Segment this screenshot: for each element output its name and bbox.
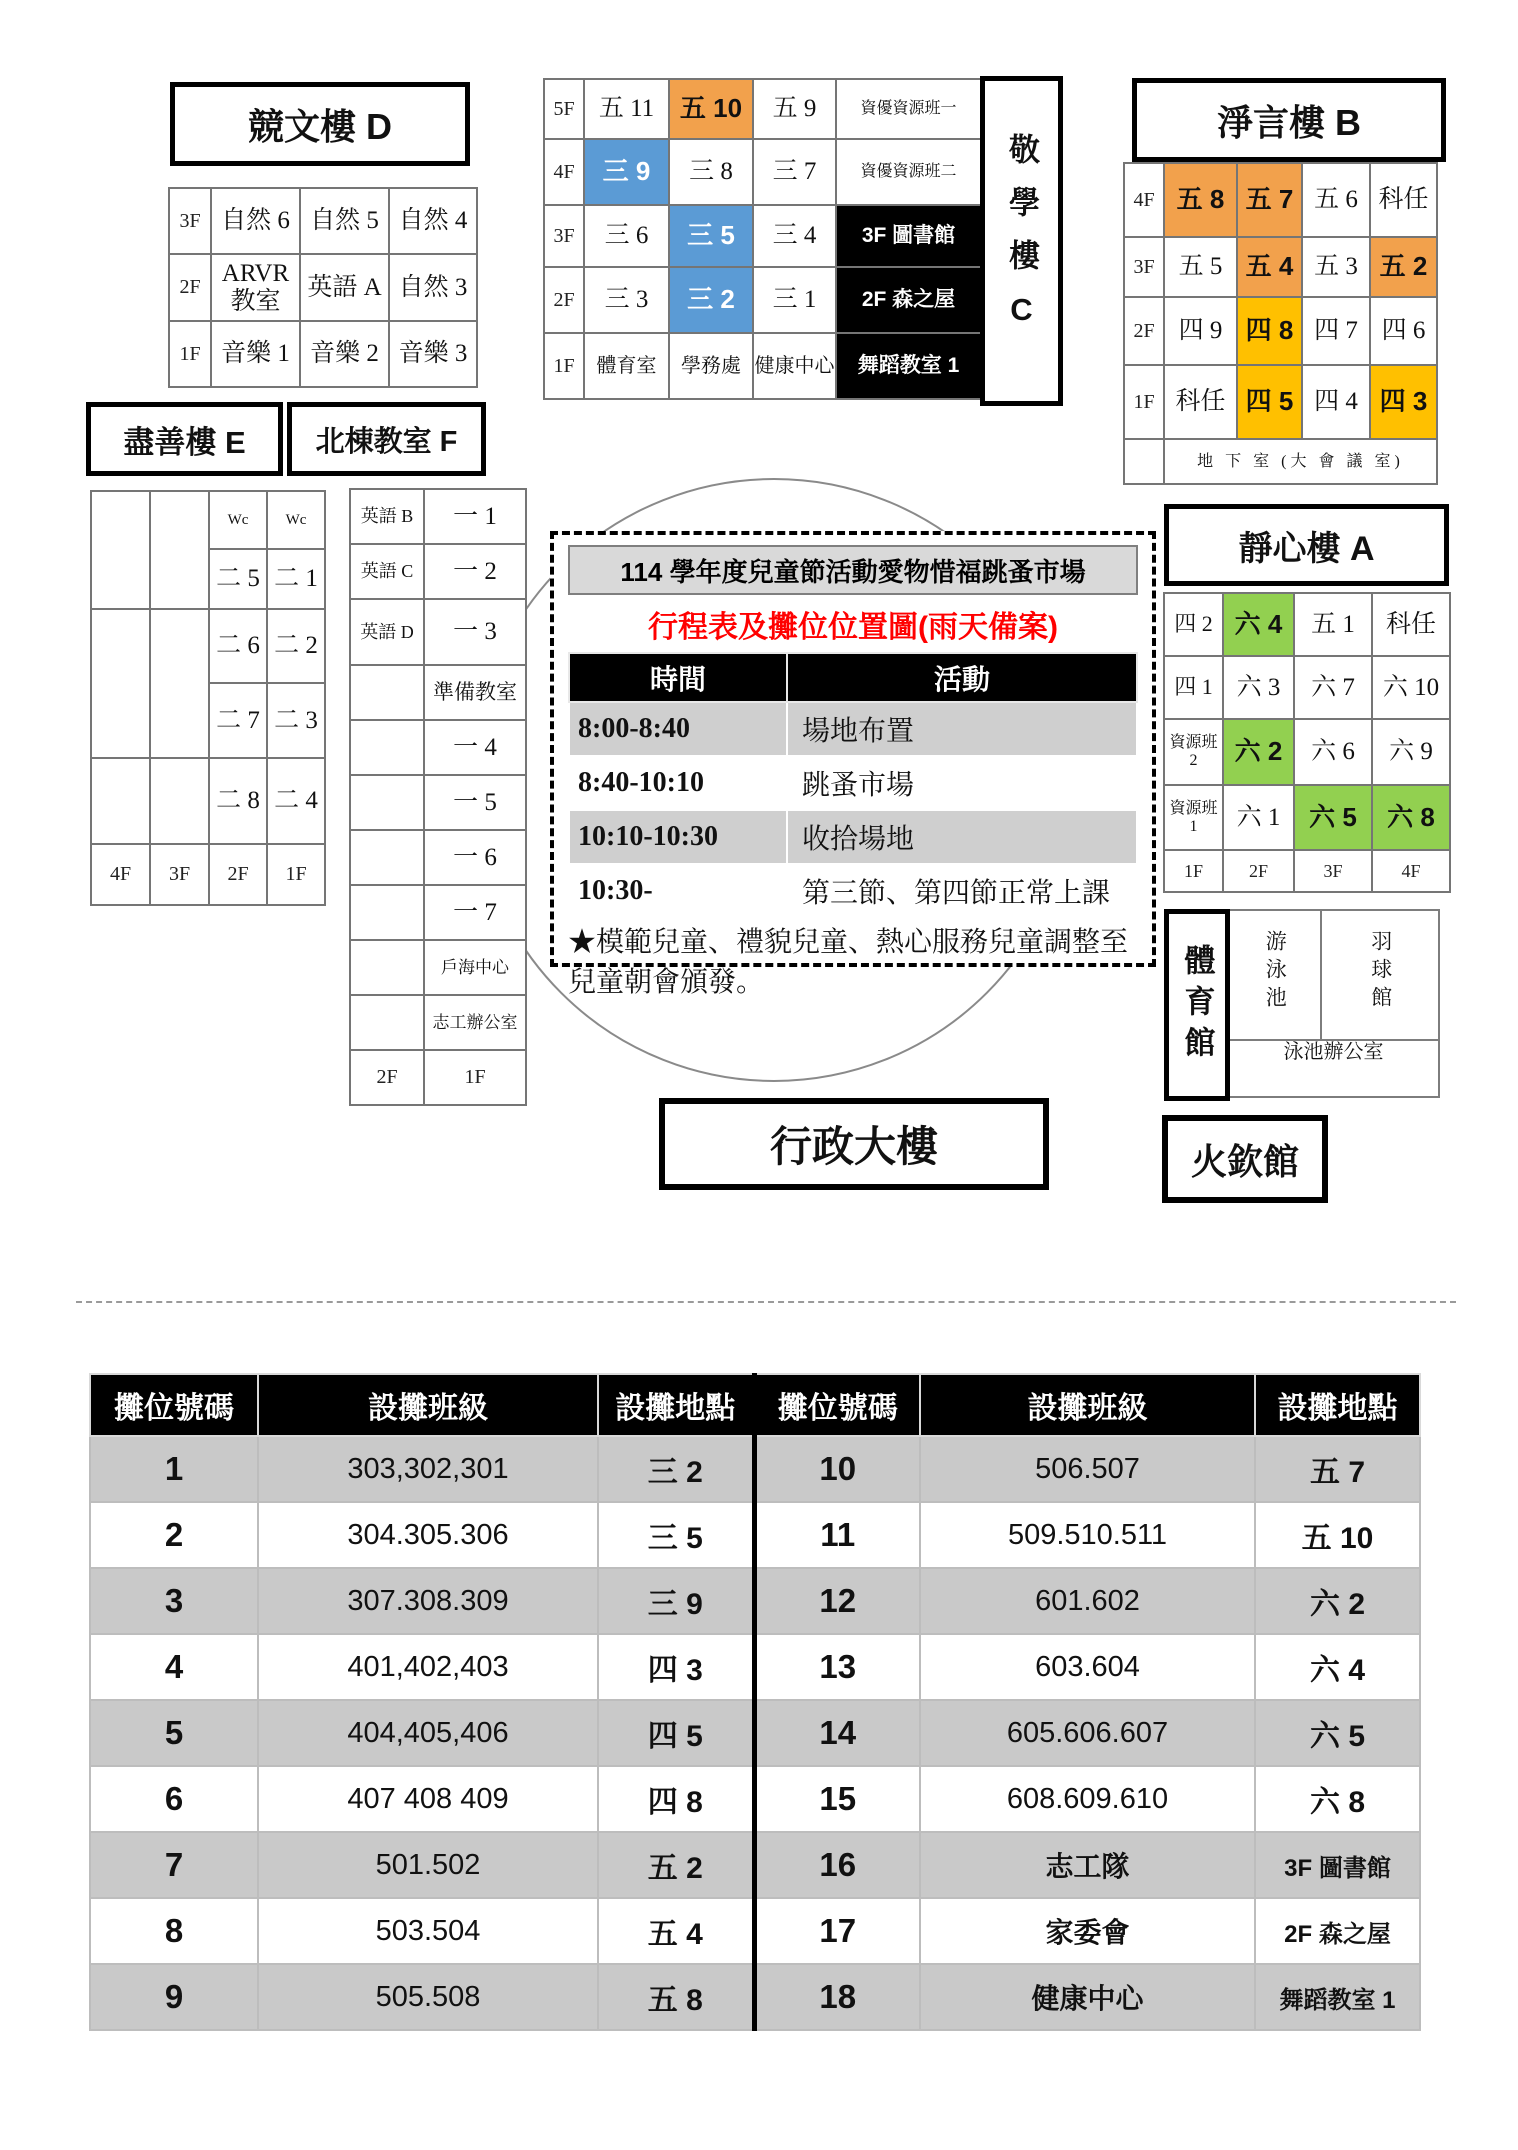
room-cell: 六 6 [1294, 719, 1372, 785]
booth-location: 舞蹈教室 1 [1255, 1964, 1420, 2030]
building-title-gym [1164, 909, 1230, 1101]
booth-no: 2 [90, 1502, 258, 1568]
building-title-huoqin: 火欽館 [1162, 1115, 1328, 1203]
booth-room-cell: 三 5 [669, 205, 753, 267]
booth-no: 14 [754, 1700, 920, 1766]
floor-label: 2F [169, 254, 211, 321]
room-cell: 體育室 [584, 333, 669, 399]
badminton-cell [1321, 910, 1439, 1040]
room-cell: 六 9 [1372, 719, 1450, 785]
col-header-location: 設攤地點 [1255, 1374, 1420, 1436]
room-cell: 六 7 [1294, 656, 1372, 719]
booth-location: 六 4 [1255, 1634, 1420, 1700]
room-cell: 四 6 [1370, 297, 1437, 365]
booth-location: 六 2 [1255, 1568, 1420, 1634]
room-cell: 一 2 [424, 544, 526, 599]
floor-label: 1F [544, 333, 584, 399]
basement-label: 地 下 室 (大 會 議 室) [1164, 439, 1437, 484]
booth-room-cell: 三 2 [669, 267, 753, 333]
room-cell: 準備教室 [424, 665, 526, 720]
booth-no: 8 [90, 1898, 258, 1964]
room-cell: 四 2 [1164, 593, 1223, 656]
room-cell: 二 4 [267, 758, 325, 844]
room-cell: 五 5 [1164, 237, 1237, 297]
building-title-jinshan-e: 盡善樓 E [86, 402, 283, 476]
room-cell: 資優資源班二 [836, 139, 981, 205]
empty-cell [350, 775, 424, 830]
room-cell: Wc [209, 491, 267, 549]
empty-cell [150, 609, 209, 758]
room-cell: 二 1 [267, 549, 325, 609]
room-cell: 自然 4 [389, 188, 477, 254]
booth-location: 三 2 [598, 1436, 754, 1502]
booth-room-cell: 四 8 [1237, 297, 1302, 365]
building-title-jingxue-c [980, 76, 1063, 406]
empty-cell [150, 758, 209, 844]
booth-class: 509.510.511 [920, 1502, 1255, 1568]
room-cell: 音樂 1 [211, 321, 300, 387]
booth-location: 五 2 [598, 1832, 754, 1898]
empty-cell [91, 758, 150, 844]
event-title: 114 學年度兒童節活動愛物惜福跳蚤市場 [568, 545, 1138, 595]
booth-room-cell: 五 2 [1370, 237, 1437, 297]
building-title-admin: 行政大樓 [659, 1098, 1049, 1190]
booth-class: 健康中心 [920, 1964, 1255, 2030]
room-cell: 五 11 [584, 79, 669, 139]
floor-label: 3F [169, 188, 211, 254]
floor-label: 4F [91, 844, 150, 905]
booth-class: 303,302,301 [258, 1436, 598, 1502]
booth-row [90, 1502, 1420, 1568]
booth-location: 五 4 [598, 1898, 754, 1964]
floor-label: 2F [350, 1050, 424, 1105]
room-cell: 一 5 [424, 775, 526, 830]
room-cell: Wc [267, 491, 325, 549]
booth-room-cell: 四 5 [1237, 365, 1302, 439]
booth-row [90, 1766, 1420, 1832]
booth-no: 17 [754, 1898, 920, 1964]
room-cell: 自然 3 [389, 254, 477, 321]
room-cell: 四 9 [1164, 297, 1237, 365]
empty-cell [350, 665, 424, 720]
building-title-jingwen-d: 競文樓 D [170, 82, 470, 166]
booth-room-cell: 六 5 [1294, 785, 1372, 850]
booth-no: 10 [754, 1436, 920, 1502]
pool-cell [1228, 910, 1321, 1040]
room-cell: 三 8 [669, 139, 753, 205]
booth-row [90, 1700, 1420, 1766]
schedule-col-time: 時間 [569, 653, 787, 702]
room-cell: 科任 [1370, 163, 1437, 237]
booth-location: 六 5 [1255, 1700, 1420, 1766]
booth-location: 四 3 [598, 1634, 754, 1700]
booth-room-cell: 3F 圖書館 [836, 205, 981, 267]
building-grid-jingxin [1163, 592, 1451, 893]
empty-cell [350, 720, 424, 775]
booth-room-cell: 四 3 [1370, 365, 1437, 439]
room-cell: 一 3 [424, 599, 526, 665]
booth-no: 6 [90, 1766, 258, 1832]
booth-location: 2F 森之屋 [1255, 1898, 1420, 1964]
floor-label: 1F [424, 1050, 526, 1105]
room-cell: 四 4 [1302, 365, 1370, 439]
room-cell: 一 7 [424, 885, 526, 940]
floor-label: 2F [1124, 297, 1164, 365]
floor-label: 1F [1164, 850, 1223, 892]
floor-label: 4F [1124, 163, 1164, 237]
room-cell: 音樂 2 [300, 321, 389, 387]
booth-location: 四 5 [598, 1700, 754, 1766]
booth-no: 13 [754, 1634, 920, 1700]
room-cell: 英語 B [350, 489, 424, 544]
room-cell: 資源班 1 [1164, 785, 1223, 850]
room-cell: 四 1 [1164, 656, 1223, 719]
badminton-label: 羽球館 [1368, 930, 1393, 1015]
room-cell: 一 1 [424, 489, 526, 544]
empty-cell [91, 491, 150, 609]
building-grid-beidong [349, 488, 527, 1106]
room-cell: 六 1 [1223, 785, 1294, 850]
room-cell: 二 3 [267, 683, 325, 758]
booth-location: 六 8 [1255, 1766, 1420, 1832]
booth-no: 5 [90, 1700, 258, 1766]
booth-class: 304.305.306 [258, 1502, 598, 1568]
schedule-note: ★模範兒童、禮貌兒童、熱心服務兒童調整至兒童朝會頒發。 [568, 927, 1129, 998]
event-schedule-panel [550, 531, 1156, 998]
room-cell: 三 7 [753, 139, 836, 205]
floor-label: 5F [544, 79, 584, 139]
booth-row [90, 1436, 1420, 1502]
booth-class: 407 408 409 [258, 1766, 598, 1832]
vertical-building-label: 敬學樓C [1004, 133, 1039, 349]
booth-class: 605.606.607 [920, 1700, 1255, 1766]
booth-row [90, 1964, 1420, 2030]
room-cell: 五 1 [1294, 593, 1372, 656]
floor-label: 1F [1124, 365, 1164, 439]
building-grid-jinshan [90, 490, 326, 906]
room-cell: 戶海中心 [424, 940, 526, 995]
pool-label: 游泳池 [1263, 930, 1288, 1015]
building-title-beidong-f: 北棟教室 F [287, 402, 486, 476]
room-cell: 三 4 [753, 205, 836, 267]
building-title-jingxin-a: 靜心樓 A [1164, 504, 1449, 586]
room-cell: 二 5 [209, 549, 267, 609]
booth-room-cell: 六 8 [1372, 785, 1450, 850]
schedule-activity: 收拾場地 [787, 810, 1137, 864]
room-cell: 六 3 [1223, 656, 1294, 719]
room-cell: 六 10 [1372, 656, 1450, 719]
booth-room-cell: 2F 森之屋 [836, 267, 981, 333]
booth-class: 603.604 [920, 1634, 1255, 1700]
room-cell: 志工辦公室 [424, 995, 526, 1050]
booth-row [90, 1832, 1420, 1898]
booth-class: 401,402,403 [258, 1634, 598, 1700]
floor-label: 3F [544, 205, 584, 267]
room-cell: 英語 D [350, 599, 424, 665]
empty-cell [350, 940, 424, 995]
section-divider [76, 1301, 1456, 1303]
floor-label: 2F [1223, 850, 1294, 892]
room-cell: 二 2 [267, 609, 325, 683]
room-cell: 五 3 [1302, 237, 1370, 297]
booth-class: 志工隊 [920, 1832, 1255, 1898]
empty-cell [150, 491, 209, 609]
empty-cell [350, 885, 424, 940]
booth-location: 三 9 [598, 1568, 754, 1634]
empty-cell [350, 830, 424, 885]
schedule-time: 8:40-10:10 [569, 756, 787, 810]
booth-no: 1 [90, 1436, 258, 1502]
booth-room-cell: 五 4 [1237, 237, 1302, 297]
booth-class: 506.507 [920, 1436, 1255, 1502]
booth-no: 11 [754, 1502, 920, 1568]
booth-no: 9 [90, 1964, 258, 2030]
empty-cell [91, 609, 150, 758]
room-cell: 三 6 [584, 205, 669, 267]
booth-room-cell: 舞蹈教室 1 [836, 333, 981, 399]
room-cell: 四 7 [1302, 297, 1370, 365]
booth-no: 15 [754, 1766, 920, 1832]
room-cell: ARVR 教室 [211, 254, 300, 321]
room-cell: 英語 A [300, 254, 389, 321]
booth-class: 503.504 [258, 1898, 598, 1964]
empty-cell [1124, 439, 1164, 484]
col-header-class: 設攤班級 [258, 1374, 598, 1436]
col-header-booth-no: 攤位號碼 [90, 1374, 258, 1436]
booth-room-cell: 五 8 [1164, 163, 1237, 237]
booth-class: 501.502 [258, 1832, 598, 1898]
room-cell: 健康中心 [753, 333, 836, 399]
booth-room-cell: 六 4 [1223, 593, 1294, 656]
booth-location: 五 7 [1255, 1436, 1420, 1502]
room-cell: 二 7 [209, 683, 267, 758]
room-cell: 一 4 [424, 720, 526, 775]
room-cell: 一 6 [424, 830, 526, 885]
room-cell: 五 9 [753, 79, 836, 139]
schedule-time: 8:00-8:40 [569, 702, 787, 756]
col-header-class: 設攤班級 [920, 1374, 1255, 1436]
booth-class: 601.602 [920, 1568, 1255, 1634]
room-cell: 三 3 [584, 267, 669, 333]
col-header-location: 設攤地點 [598, 1374, 754, 1436]
booth-location: 3F 圖書館 [1255, 1832, 1420, 1898]
room-cell: 學務處 [669, 333, 753, 399]
booth-row [90, 1634, 1420, 1700]
booth-row [90, 1898, 1420, 1964]
floor-label: 2F [544, 267, 584, 333]
booth-location: 五 8 [598, 1964, 754, 2030]
booth-class: 307.308.309 [258, 1568, 598, 1634]
booth-no: 4 [90, 1634, 258, 1700]
booth-row [90, 1568, 1420, 1634]
gym-area-grid [1227, 909, 1440, 1098]
floor-label: 4F [1372, 850, 1450, 892]
room-cell: 二 8 [209, 758, 267, 844]
floor-label: 3F [150, 844, 209, 905]
building-title-jingyan-b: 淨言樓 B [1132, 78, 1446, 162]
booth-class: 家委會 [920, 1898, 1255, 1964]
schedule-activity: 第三節、第四節正常上課 [787, 864, 1137, 918]
pool-office-label: 泳池辦公室 [1228, 1040, 1439, 1097]
room-cell: 二 6 [209, 609, 267, 683]
room-cell: 自然 6 [211, 188, 300, 254]
booth-no: 12 [754, 1568, 920, 1634]
room-cell: 資優資源班一 [836, 79, 981, 139]
booth-class: 505.508 [258, 1964, 598, 2030]
room-cell: 資源班 2 [1164, 719, 1223, 785]
room-cell: 五 6 [1302, 163, 1370, 237]
schedule-activity: 場地布置 [787, 702, 1137, 756]
booth-no: 3 [90, 1568, 258, 1634]
building-grid-jingwen [168, 187, 478, 388]
booth-no: 18 [754, 1964, 920, 2030]
booth-room-cell: 三 9 [584, 139, 669, 205]
booth-room-cell: 五 7 [1237, 163, 1302, 237]
building-grid-jingxue [543, 78, 982, 400]
floor-label: 3F [1294, 850, 1372, 892]
booth-class: 404,405,406 [258, 1700, 598, 1766]
schedule-col-activity: 活動 [787, 653, 1137, 702]
floor-label: 4F [544, 139, 584, 205]
booth-location: 三 5 [598, 1502, 754, 1568]
booth-location: 四 8 [598, 1766, 754, 1832]
event-subtitle: 行程表及攤位位置圖(雨天備案) [648, 611, 1058, 644]
col-header-booth-no: 攤位號碼 [754, 1374, 920, 1436]
room-cell: 音樂 3 [389, 321, 477, 387]
room-cell: 自然 5 [300, 188, 389, 254]
booth-class: 608.609.610 [920, 1766, 1255, 1832]
building-grid-jingyan [1123, 162, 1438, 485]
floor-label: 2F [209, 844, 267, 905]
booth-room-cell: 五 10 [669, 79, 753, 139]
room-cell: 三 1 [753, 267, 836, 333]
booth-room-cell: 六 2 [1223, 719, 1294, 785]
vertical-building-label: 體育館 [1179, 943, 1215, 1067]
booth-no: 7 [90, 1832, 258, 1898]
schedule-time: 10:30- [569, 864, 787, 918]
room-cell: 科任 [1372, 593, 1450, 656]
room-cell: 科任 [1164, 365, 1237, 439]
schedule-table [568, 652, 1138, 919]
floor-label: 3F [1124, 237, 1164, 297]
schedule-activity: 跳蚤市場 [787, 756, 1137, 810]
booth-no: 16 [754, 1832, 920, 1898]
floor-label: 1F [267, 844, 325, 905]
booth-location: 五 10 [1255, 1502, 1420, 1568]
booth-assignment-table [89, 1373, 1421, 2031]
floor-label: 1F [169, 321, 211, 387]
schedule-time: 10:10-10:30 [569, 810, 787, 864]
empty-cell [350, 995, 424, 1050]
room-cell: 英語 C [350, 544, 424, 599]
